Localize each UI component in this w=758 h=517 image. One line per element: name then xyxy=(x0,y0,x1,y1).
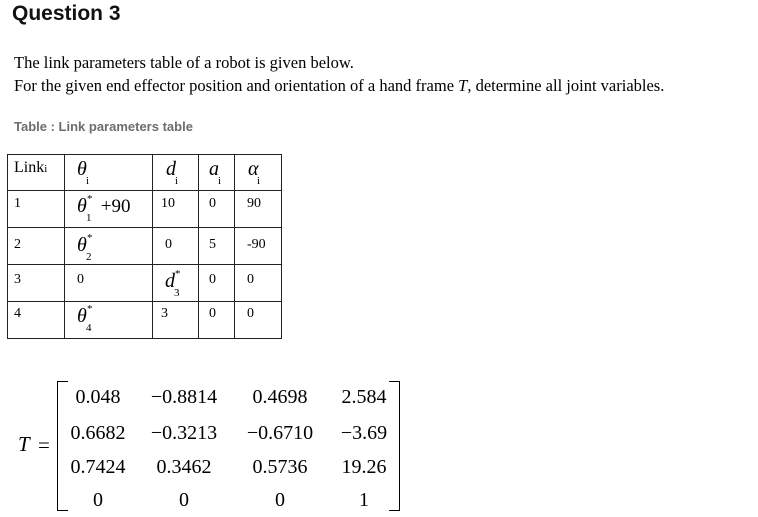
row-4-theta-sup: * xyxy=(87,303,93,315)
header-theta xyxy=(65,155,153,191)
table-row xyxy=(8,228,282,265)
header-link-sub: i xyxy=(44,163,48,175)
row-1-theta-offset: +90 xyxy=(100,196,131,217)
row-2-d: 0 xyxy=(153,228,199,265)
question-title: Question 3 xyxy=(12,2,121,25)
row-2-a: 5 xyxy=(199,228,235,265)
theta-subscript: i xyxy=(86,175,90,187)
alpha-symbol: α xyxy=(248,158,259,180)
row-1-theta-sup: * xyxy=(87,193,93,205)
header-link xyxy=(8,155,65,191)
row-4-a: 0 xyxy=(199,302,235,339)
row-3-theta: 0 xyxy=(65,265,153,302)
table-header-row xyxy=(8,155,282,191)
header-link-label: Link xyxy=(14,159,45,176)
description-line-2-end: , determine all joint variables. xyxy=(467,76,665,95)
row-3-link: 3 xyxy=(8,265,65,302)
matrix-cell: 0.4698 xyxy=(252,386,308,408)
row-2-theta-symbol: θ xyxy=(77,234,87,256)
row-4-d: 3 xyxy=(153,302,199,339)
matrix-cell: −0.6710 xyxy=(246,422,314,444)
description-line-2-start: For the given end effector position and orientation of a hand frame xyxy=(14,76,459,95)
row-2-link: 2 xyxy=(8,228,65,265)
header-a xyxy=(199,155,235,191)
matrix-cell: −0.8814 xyxy=(150,386,218,408)
table-row xyxy=(8,302,282,339)
row-2-theta-sub: 2 xyxy=(86,251,92,263)
table-caption: Table : Link parameters table xyxy=(14,119,193,134)
header-d xyxy=(153,155,199,191)
matrix-cell: −3.69 xyxy=(340,422,388,444)
row-4-theta-sub: 4 xyxy=(86,322,92,334)
matrix-cell: 2.584 xyxy=(341,386,387,408)
matrix-cell: 0.3462 xyxy=(156,456,212,478)
row-3-d-symbol: d xyxy=(165,270,175,292)
matrix-cell: 1 xyxy=(359,489,369,511)
matrix-cell: 0 xyxy=(275,489,285,511)
a-symbol: a xyxy=(209,158,219,180)
row-1-theta xyxy=(65,191,153,228)
row-4-link: 4 xyxy=(8,302,65,339)
matrix-cell: 0 xyxy=(93,489,103,511)
row-3-d-sub: 3 xyxy=(174,287,180,299)
link-parameters-table xyxy=(7,154,282,339)
row-3-alpha: 0 xyxy=(235,265,282,302)
row-1-alpha: 90 xyxy=(235,191,282,228)
row-1-a: 0 xyxy=(199,191,235,228)
row-4-theta-symbol: θ xyxy=(77,305,87,327)
row-3-d xyxy=(153,265,199,302)
row-3-d-sup: * xyxy=(175,268,181,280)
matrix-cell: 0 xyxy=(179,489,189,511)
row-2-alpha: -90 xyxy=(235,228,282,265)
row-2-theta-sup: * xyxy=(87,232,93,244)
row-1-d: 10 xyxy=(153,191,199,228)
a-subscript: i xyxy=(218,175,222,187)
row-1-theta-sub: 1 xyxy=(86,212,92,224)
alpha-subscript: i xyxy=(257,175,261,187)
row-2-theta xyxy=(65,228,153,265)
row-1-link: 1 xyxy=(8,191,65,228)
matrix-cell: 0.5736 xyxy=(252,456,308,478)
matrix-cell: 0.6682 xyxy=(70,422,126,444)
matrix-label: T xyxy=(18,432,30,456)
matrix-cell: 0.7424 xyxy=(70,456,126,478)
table-row xyxy=(8,265,282,302)
matrix-cell: 19.26 xyxy=(341,456,387,478)
row-3-a: 0 xyxy=(199,265,235,302)
header-alpha xyxy=(235,155,282,191)
matrix-equals-sign: = xyxy=(38,433,50,457)
d-symbol: d xyxy=(166,158,176,180)
row-4-theta xyxy=(65,302,153,339)
table-row xyxy=(8,191,282,228)
row-1-theta-symbol: θ xyxy=(77,195,87,217)
theta-symbol: θ xyxy=(77,158,87,180)
row-4-alpha: 0 xyxy=(235,302,282,339)
description-line-2 xyxy=(14,76,664,96)
description-line-1: The link parameters table of a robot is given below. xyxy=(14,53,354,72)
matrix-cell: −0.3213 xyxy=(150,422,218,444)
d-subscript: i xyxy=(175,175,179,187)
frame-symbol: T xyxy=(458,76,468,95)
matrix-cell: 0.048 xyxy=(75,386,121,408)
